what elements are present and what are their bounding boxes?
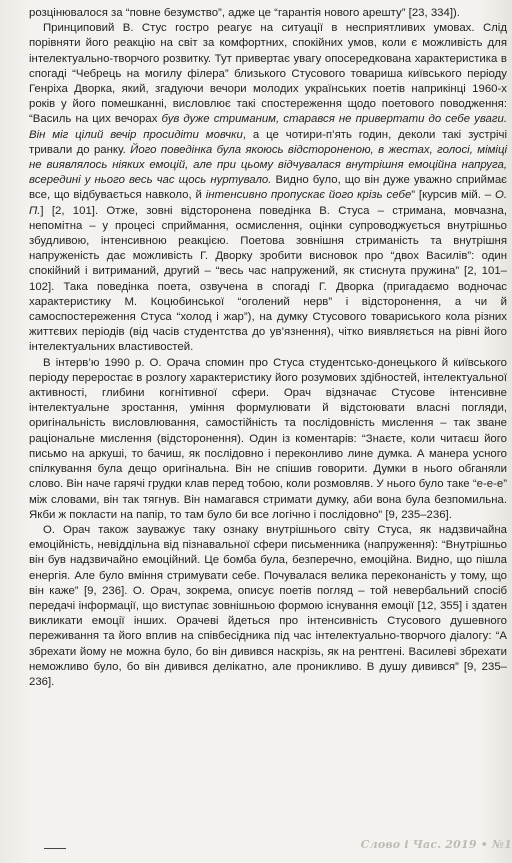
- running-footer: Слово і Час. 2019 • №1: [360, 838, 512, 851]
- paragraph: [29, 6, 507, 21]
- paragraph: [29, 21, 507, 355]
- footnote-separator: [44, 848, 66, 849]
- text-run: В інтерв’ю 1990 р. О. Орача спомин про Стуса студентсько-донецького й київського періоду переростає в розлогу характеристику його розумових здібностей, інтелектуальної активності, глибини когнітивної сфери. Орач відзначає Стусове інтенсивне інтелектуальне зростання, уміння формулювати й відстоювати власні погляди, оригінальність висловлювання, самостійність та послідовність мислення – так зване раціональне мислення (відсторонення). Один із коментарів: “Знаєте, коли читаєш його письмо на аркуші, то бачиш, як послідовно і переконливо лине думка. А манера усного спілкування була дещо оригінальна. Він не спішив говорити. Думки в нього обганяли слово. Він наче гарячі грудки клав перед тобою, коли розмовляв. У нього було таке “е-е-е” між словами, він так тягнув. Він намагався стримати думку, аби вона була безпомильна. Якби ж покласти на папір, то там було би все логічно і послідовно” [9, 235–236].: [29, 356, 507, 521]
- paragraph: [29, 523, 507, 690]
- text-run: ” [курсив мій. –: [411, 189, 495, 202]
- paragraph: [29, 356, 507, 523]
- italic-text: інтенсивно пропускає його крізь себе: [205, 189, 412, 202]
- italic-text: був дуже стриманим, старався не привертати до себе уваги. Він міг цілий вечір просидіти мовчки: [29, 113, 508, 141]
- text-run: розцінювалося за “повне безумство”, адже це “гарантія нового арешту” [23, 334]).: [29, 7, 460, 19]
- text-run: ] [2, 101]. Отже, зовні відсторонена поведінка В. Стуса – стримана, мовчазна, непомітна – у процесі сприймання, осмислення, оцінки супроводжується внутрішньо збудливою, інтенсивною реакцією. Поетова зовнішня стриманість та внутрішня напруженість дає можливість Г. Дворку зробити висновок про “двох Василів”: один спокійний і витриманий, другий – “весь час напружений, як стиснута пружина” [2, 101–102]. Така поведінка поета, озвучена в спогаді Г. Дворка (пригадаємо водночас характеристику М. Коцюбинської “оголений нерв” і відсторонення, а чи й самоспостереження Стуса “холод і жар”), на думку Стусового товариського кола різних життєвих періодів (від часів студентства до ув’язнення), чітко виявляється на рівні його інтелектуальних властивостей.: [29, 204, 507, 354]
- italic-text: О. П.: [29, 189, 507, 217]
- body-text: [29, 6, 507, 690]
- italic-text: Його поведінка була якоюсь відстороненою, в жестах, голосі, міміці не виявлялось ніяких емоцій, але при цьому відчувалася внутрішня емоційна напруга, всередині у нього весь час щось нуртувало.: [29, 143, 507, 187]
- text-run: Принциповий В. Стус гостро реагує на ситуації в несприятливих умовах. Слід порівняти його реакцію на світ за комфортних, спокійних умов, коли є можливість для інтелектуально-творчого розвитку. Тут привертає увагу опосередкована характеристика в спогаді “Чебрець на могилу філера” близького Стусового товариша київського періоду Генріха Дворка, який, згадуючи вечори молодих українських поетів наприкінці 1960-х років у його помешканні, висловлює такі спостереження щодо поетового поводження: “Василь на цих вечорах: [29, 22, 507, 126]
- text-run: Видно було, що він дуже уважно сприймає все, що відбувається навколо, й: [29, 174, 507, 202]
- text-run: О. Орач також зауважує таку ознаку внутрішнього світу Стуса, як надзвичайна емоційність, невіддільна від пізнавальної сфери письменника (напруження): “Внутрішньо він був надзвичайно емоційний. Це бомба була, безперечно, емоційна. Видно, що пішла енергія. Але було вміння стримувати себе. Почувалася велика переконаність у тому, що він каже” [9, 236]. О. Орач, зокрема, описує поетів погляд – той невербальний спосіб передачі інформації, що виступає зовнішньою формою існування емоції [12, 355] і здатен викликати емоції інших. Орачеві йдеться про інтенсивність Стусового душевного переживання та його вплив на співбесідника під час інтелектуально-творчого діалогу: “А збрехати йому не можна було, бо він дивився наскрізь, як на рентгені. Василеві збрехати неможливо було, бо він дивився делікатно, але проникливо. В душу дивився” [9, 235–236].: [29, 523, 507, 688]
- text-run: , а це чотири-п’ять годин, деколи такі зустрічі тривали до ранку.: [29, 128, 507, 156]
